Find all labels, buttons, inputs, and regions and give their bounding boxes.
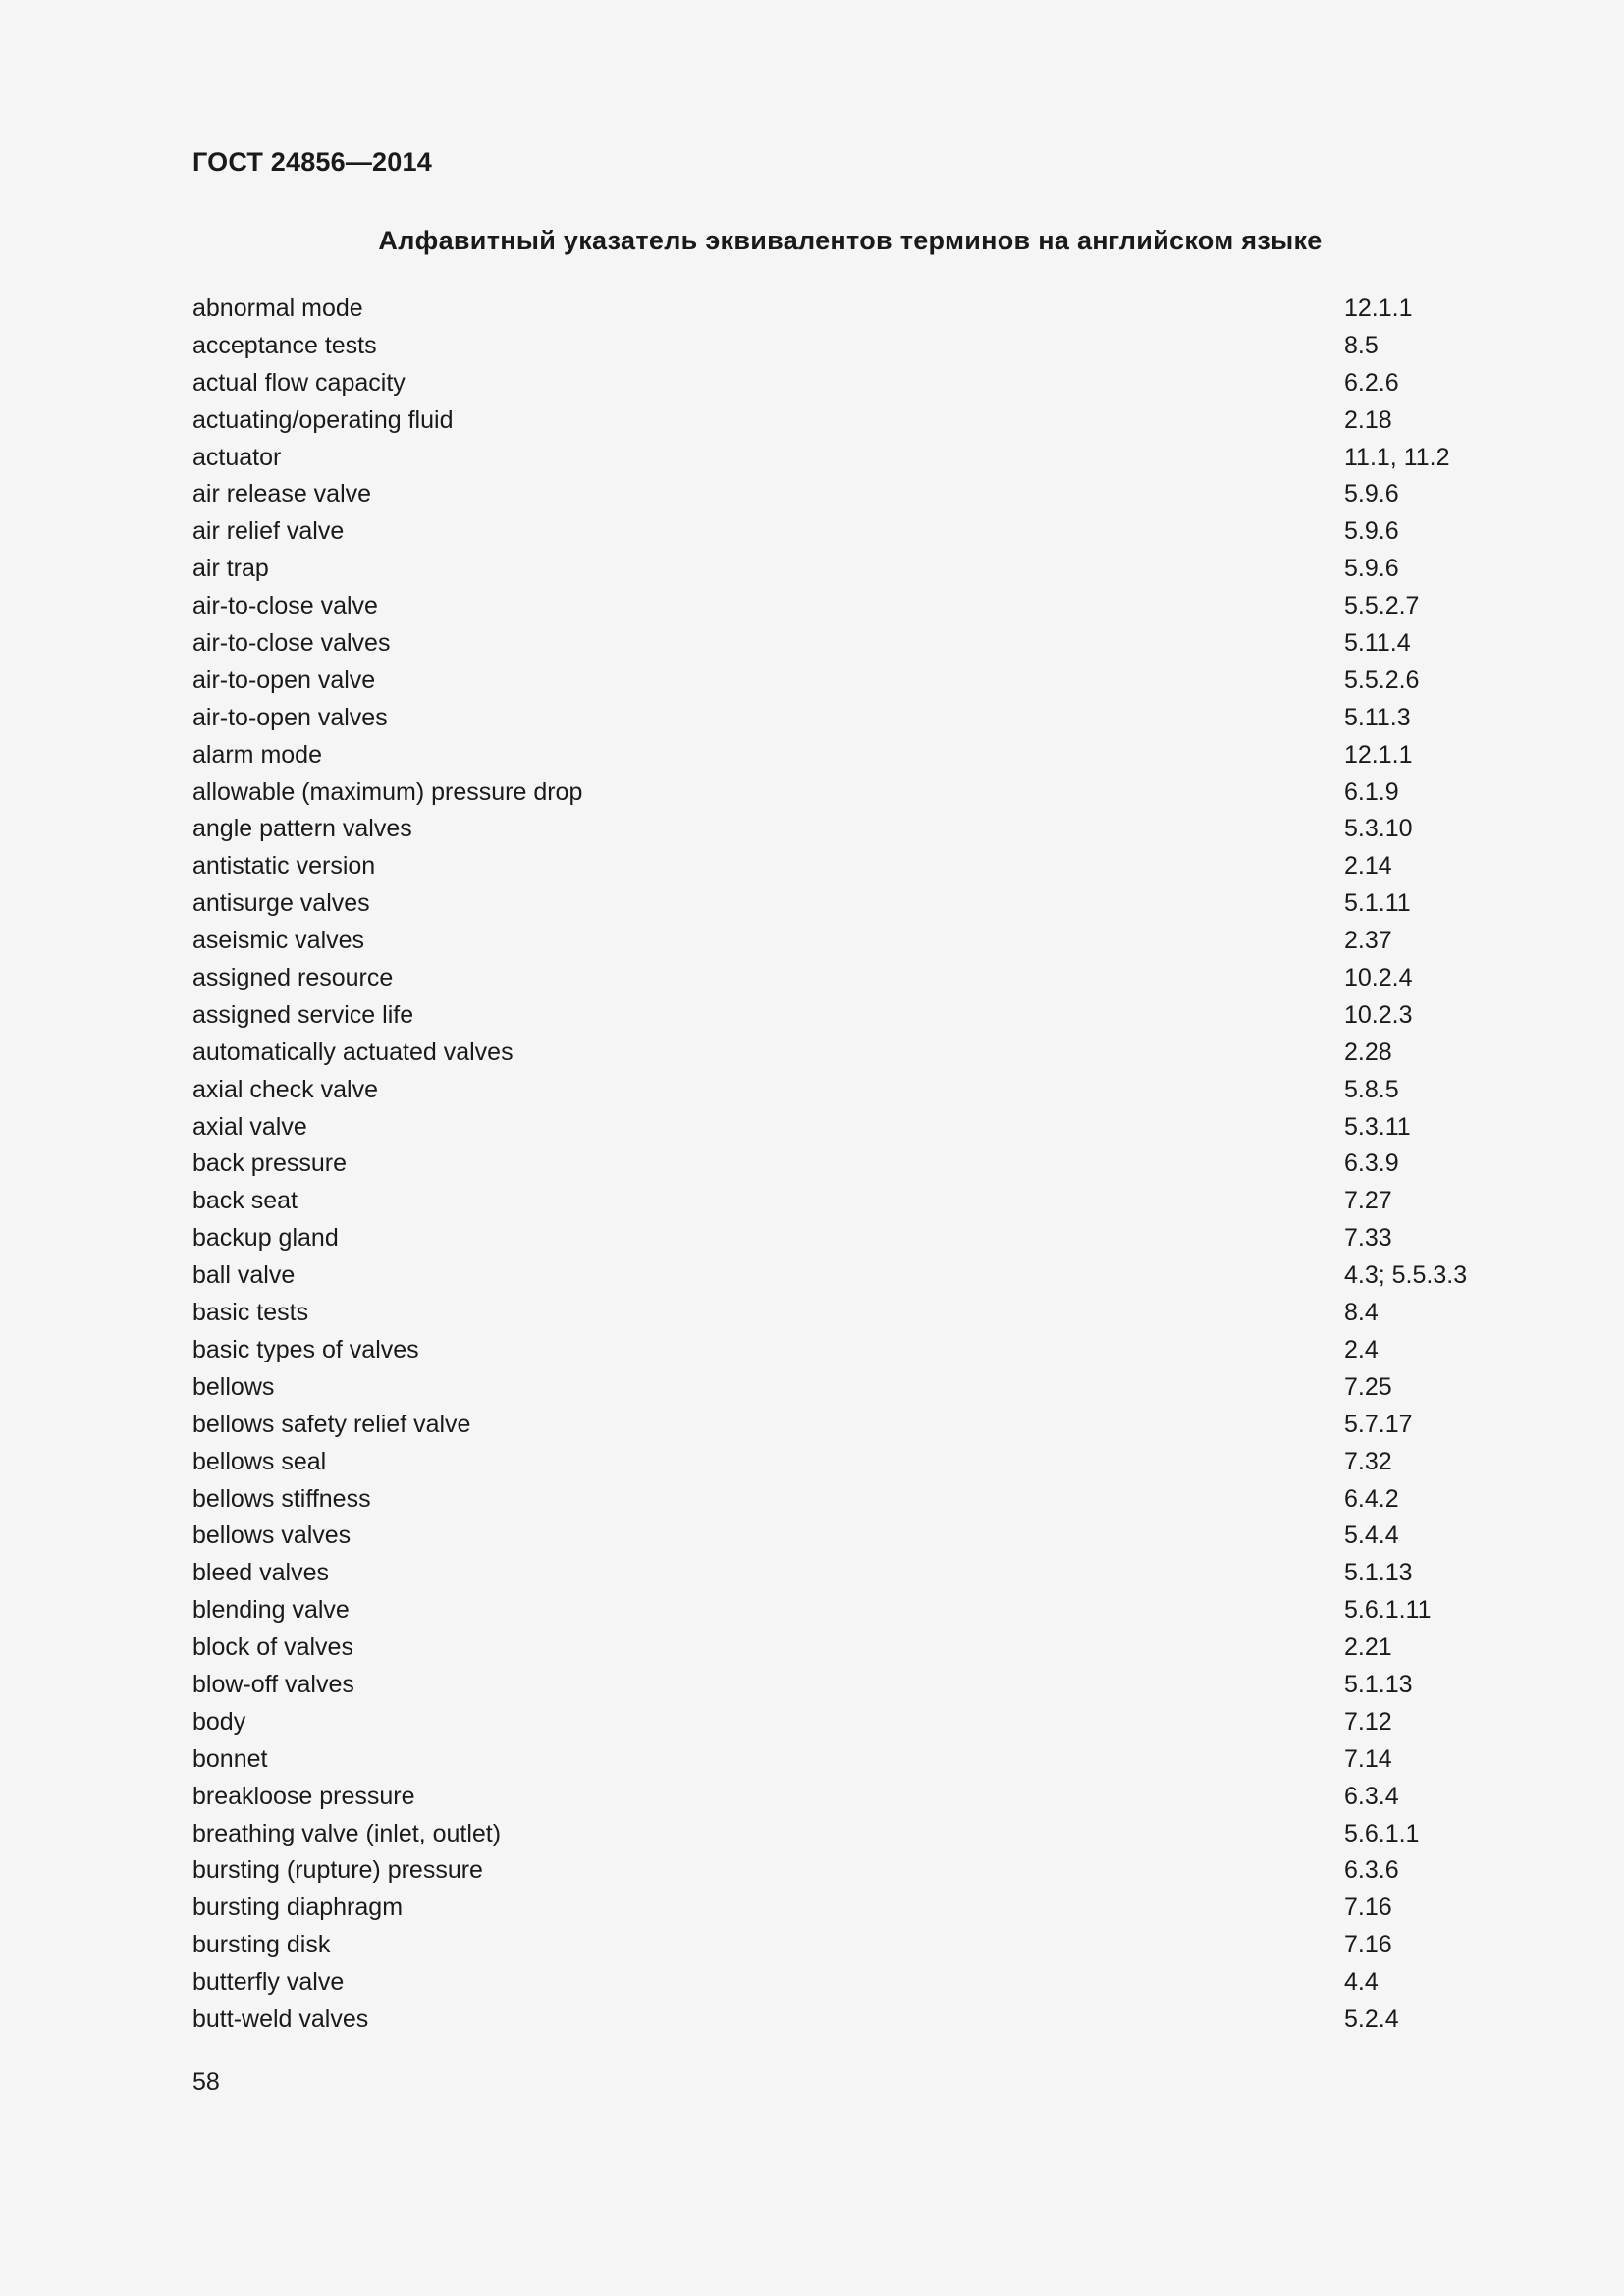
index-entry xyxy=(192,923,1469,960)
index-entry xyxy=(192,2002,1469,2039)
index-entry xyxy=(192,997,1469,1035)
index-entry xyxy=(192,1257,1469,1295)
index-term: bursting disk xyxy=(192,1931,331,1959)
index-entry xyxy=(192,513,1469,551)
index-reference: 7.16 xyxy=(1344,1894,1392,1922)
index-entry xyxy=(192,848,1469,885)
index-reference: 6.4.2 xyxy=(1344,1484,1399,1513)
index-term: back pressure xyxy=(192,1149,348,1178)
index-reference: 5.1.13 xyxy=(1344,1559,1413,1587)
index-term: butterfly valve xyxy=(192,1968,345,1997)
index-term: bellows valves xyxy=(192,1522,352,1550)
index-entry xyxy=(192,1146,1469,1183)
index-term: air trap xyxy=(192,555,269,583)
index-term: actuating/operating fluid xyxy=(192,405,454,434)
index-entry xyxy=(192,1816,1469,1853)
index-term: air-to-open valve xyxy=(192,666,376,694)
index-reference: 7.14 xyxy=(1344,1744,1392,1773)
index-reference: 6.3.6 xyxy=(1344,1856,1399,1885)
index-entry xyxy=(192,885,1469,923)
index-entry xyxy=(192,1444,1469,1481)
index-term: bellows safety relief valve xyxy=(192,1410,471,1438)
index-entry xyxy=(192,1890,1469,1927)
index-entry xyxy=(192,1704,1469,1741)
index-term: air-to-open valves xyxy=(192,703,388,731)
index-reference: 2.18 xyxy=(1344,405,1392,434)
index-reference: 2.37 xyxy=(1344,927,1392,955)
index-reference: 2.14 xyxy=(1344,852,1392,881)
index-term: antisurge valves xyxy=(192,889,370,918)
index-entry xyxy=(192,1035,1469,1072)
index-entry xyxy=(192,1369,1469,1407)
index-term: backup gland xyxy=(192,1224,339,1253)
index-term: axial check valve xyxy=(192,1075,378,1103)
index-term: back seat xyxy=(192,1187,298,1215)
index-term: automatically actuated valves xyxy=(192,1038,514,1066)
index-reference: 6.2.6 xyxy=(1344,368,1399,397)
index-term: basic tests xyxy=(192,1299,309,1327)
index-term: actuator xyxy=(192,443,282,471)
index-reference: 7.25 xyxy=(1344,1372,1392,1401)
index-entry xyxy=(192,625,1469,663)
index-entry xyxy=(192,1332,1469,1369)
index-reference: 5.8.5 xyxy=(1344,1075,1399,1103)
index-term: air-to-close valve xyxy=(192,592,378,620)
index-entry xyxy=(192,1927,1469,1964)
index-reference: 10.2.4 xyxy=(1344,964,1413,992)
index-reference: 8.4 xyxy=(1344,1299,1379,1327)
index-entry xyxy=(192,440,1469,477)
index-term: basic types of valves xyxy=(192,1335,419,1363)
index-entry xyxy=(192,291,1469,328)
index-entry xyxy=(192,1407,1469,1444)
index-reference: 12.1.1 xyxy=(1344,294,1413,322)
index-term: ball valve xyxy=(192,1261,296,1290)
index-reference: 5.1.13 xyxy=(1344,1670,1413,1698)
index-reference: 7.32 xyxy=(1344,1447,1392,1475)
index-entry xyxy=(192,588,1469,625)
index-entry xyxy=(192,811,1469,848)
index-entry xyxy=(192,402,1469,440)
index-reference: 5.1.11 xyxy=(1344,889,1411,918)
index-entry xyxy=(192,737,1469,774)
page-title: Алфавитный указатель эквивалентов терминов на английском языке xyxy=(378,226,1323,255)
index-term: blending valve xyxy=(192,1596,350,1625)
index-entry xyxy=(192,1964,1469,2002)
index-entry xyxy=(192,700,1469,737)
index-reference: 6.3.4 xyxy=(1344,1782,1399,1810)
index-term: blow-off valves xyxy=(192,1670,354,1698)
index-term: breakloose pressure xyxy=(192,1782,415,1810)
index-entry xyxy=(192,1518,1469,1555)
index-term: air relief valve xyxy=(192,517,345,546)
term-index-list xyxy=(192,291,1469,2039)
index-reference: 12.1.1 xyxy=(1344,740,1413,769)
index-entry xyxy=(192,1779,1469,1816)
index-reference: 5.6.1.11 xyxy=(1344,1596,1432,1625)
index-term: butt-weld valves xyxy=(192,2004,369,2033)
index-reference: 6.3.9 xyxy=(1344,1149,1399,1178)
index-reference: 11.1, 11.2 xyxy=(1344,443,1450,471)
index-reference: 5.2.4 xyxy=(1344,2004,1399,2033)
index-reference: 2.4 xyxy=(1344,1335,1379,1363)
index-reference: 10.2.3 xyxy=(1344,1000,1413,1029)
index-term: bursting (rupture) pressure xyxy=(192,1856,483,1885)
index-reference: 5.4.4 xyxy=(1344,1522,1399,1550)
index-term: abnormal mode xyxy=(192,294,363,322)
index-entry xyxy=(192,1481,1469,1519)
index-term: bellows seal xyxy=(192,1447,327,1475)
index-term: actual flow capacity xyxy=(192,368,406,397)
index-term: allowable (maximum) pressure drop xyxy=(192,777,583,806)
index-reference: 5.3.10 xyxy=(1344,815,1413,843)
index-term: bursting diaphragm xyxy=(192,1894,404,1922)
index-reference: 5.5.2.6 xyxy=(1344,666,1420,694)
page-number: 58 xyxy=(192,2068,220,2096)
index-reference: 7.27 xyxy=(1344,1187,1392,1215)
index-reference: 2.21 xyxy=(1344,1633,1392,1662)
index-entry xyxy=(192,1109,1469,1147)
index-reference: 5.5.2.7 xyxy=(1344,592,1420,620)
index-reference: 5.7.17 xyxy=(1344,1410,1413,1438)
index-entry xyxy=(192,663,1469,700)
index-term: antistatic version xyxy=(192,852,376,881)
index-term: alarm mode xyxy=(192,740,322,769)
index-reference: 5.11.4 xyxy=(1344,629,1411,658)
index-reference: 2.28 xyxy=(1344,1038,1392,1066)
index-reference: 7.16 xyxy=(1344,1931,1392,1959)
index-entry xyxy=(192,365,1469,402)
index-entry xyxy=(192,1629,1469,1667)
index-entry xyxy=(192,960,1469,997)
index-reference: 5.9.6 xyxy=(1344,517,1399,546)
index-entry xyxy=(192,551,1469,588)
index-entry xyxy=(192,1295,1469,1332)
index-reference: 7.12 xyxy=(1344,1707,1392,1735)
index-reference: 8.5 xyxy=(1344,331,1379,359)
index-term: breathing valve (inlet, outlet) xyxy=(192,1819,502,1847)
index-term: acceptance tests xyxy=(192,331,377,359)
index-term: bleed valves xyxy=(192,1559,329,1587)
index-entry xyxy=(192,1183,1469,1220)
index-entry xyxy=(192,1220,1469,1257)
index-term: angle pattern valves xyxy=(192,815,412,843)
index-term: air release valve xyxy=(192,480,372,508)
index-reference: 5.11.3 xyxy=(1344,703,1411,731)
index-entry xyxy=(192,1741,1469,1779)
index-term: aseismic valves xyxy=(192,927,365,955)
index-reference: 6.1.9 xyxy=(1344,777,1399,806)
index-entry xyxy=(192,1667,1469,1704)
index-term: bonnet xyxy=(192,1744,268,1773)
index-term: block of valves xyxy=(192,1633,353,1662)
index-entry xyxy=(192,1852,1469,1890)
index-term: air-to-close valves xyxy=(192,629,391,658)
index-entry xyxy=(192,1072,1469,1109)
index-entry xyxy=(192,476,1469,513)
index-reference: 5.6.1.1 xyxy=(1344,1819,1420,1847)
index-term: assigned service life xyxy=(192,1000,414,1029)
index-entry xyxy=(192,1555,1469,1592)
index-entry xyxy=(192,1592,1469,1629)
document-code: ГОСТ 24856—2014 xyxy=(192,147,432,177)
index-reference: 7.33 xyxy=(1344,1224,1392,1253)
index-entry xyxy=(192,328,1469,365)
index-term: axial valve xyxy=(192,1112,307,1141)
index-term: body xyxy=(192,1707,246,1735)
index-reference: 4.4 xyxy=(1344,1968,1379,1997)
index-reference: 5.3.11 xyxy=(1344,1112,1411,1141)
index-entry xyxy=(192,774,1469,812)
index-reference: 5.9.6 xyxy=(1344,480,1399,508)
index-term: bellows stiffness xyxy=(192,1484,371,1513)
index-reference: 4.3; 5.5.3.3 xyxy=(1344,1261,1468,1290)
index-term: bellows xyxy=(192,1372,275,1401)
index-term: assigned resource xyxy=(192,964,394,992)
index-reference: 5.9.6 xyxy=(1344,555,1399,583)
